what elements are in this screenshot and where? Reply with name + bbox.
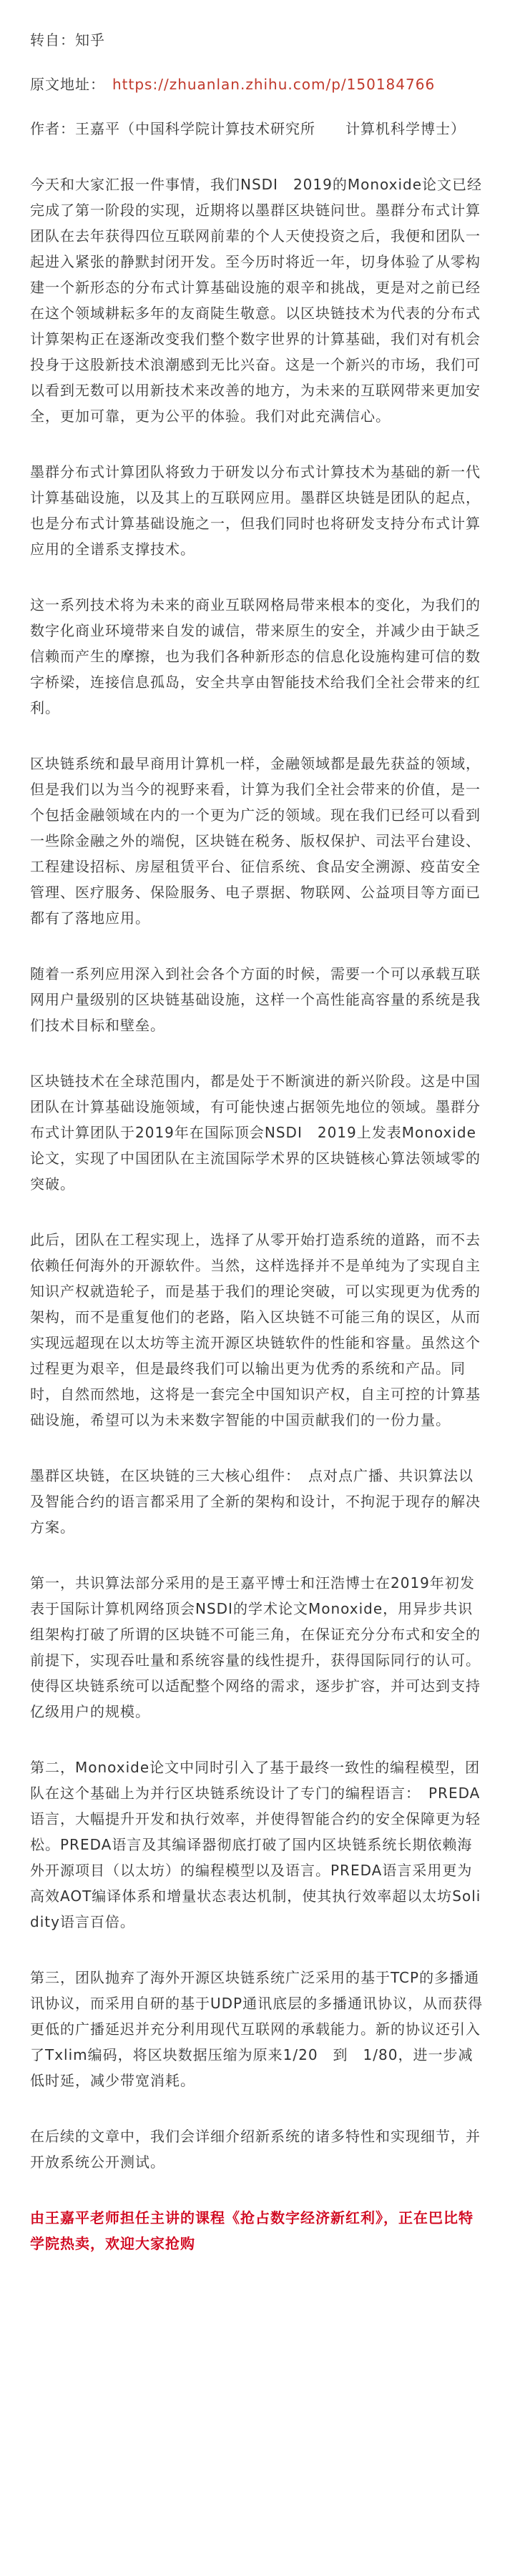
paragraph-networking: 第三，团队抛弃了海外开源区块链系统广泛采用的基于TCP的多播通讯协议，而采用自研的基于UDP通讯底层的多播通讯协议，从而获得更低的广播延迟并充分利用现代互联网的承载能力。新的协议还引入了Txlim编码，将区块数据压缩为原来1/20 到 1/80，进一步减低时延，减少带宽消耗。 — [30, 1969, 484, 2089]
repost-line — [30, 27, 485, 53]
paragraph-impact: 这一系列技术将为未来的商业互联网格局带来根本的变化，为我们的数字化商业环境带来自发的诚信，带来原生的安全，并减少由于缺乏信赖而产生的摩擦，也为我们各种新形态的信息化设施构建可信的数字桥梁，连接信息孤岛，安全共享由智能技术给我们全社会带来的红利。 — [30, 596, 481, 716]
paragraph-intro: 今天和大家汇报一件事情，我们NSDI 2019的Monoxide论文已经完成了第一阶段的实现，近期将以墨群区块链问世。墨群分布式计算团队在去年获得四位互联网前辈的个人天使投资之后，我便和团队一起进入紧张的静默封闭开发。至今历时将近一年，切身体验了从零构建一个新形态的分布式计算基础设施的艰辛和挑战，更是对之前已经在这个领域耕耘多年的友商陡生敬意。以区块链技术为代表的分布式计算架构正在逐渐改变我们整个数字世界的计算基础，我们对有机会投身于这股新技术浪潮感到无比兴奋。这是一个新兴的市场，我们可以看到无数可以用新技术来改善的地方，为未来的互联网带来更加安全，更加可靠，更为公平的体验。我们对此充满信心。 — [30, 176, 483, 425]
repost-label: 转自：知乎 — [30, 31, 105, 49]
author-name: 王嘉平（中国科学院计算技术研究所 计算机科学博士） — [75, 120, 466, 137]
paragraph-applications: 区块链系统和最早商用计算机一样，金融领域都是最先获益的领域，但是我们以为当今的视野来看，计算为我们全社会带来的价值，是一个包括金融领域在内的一个更为广泛的领域。现在我们已经可以看到一些除金融之外的端倪，区块链在税务、版权保护、司法平台建设、工程建设招标、房屋租赁平台、征信系统、食品安全溯源、疫苗安全管理、医疗服务、保险服务、电子票据、物联网、公益项目等方面已都有了落地应用。 — [30, 755, 481, 927]
source-label: 原文地址： — [30, 76, 105, 93]
paragraph-global-status: 区块链技术在全球范围内，都是处于不断演进的新兴阶段。这是中国团队在计算基础设施领域，有可能快速占据领先地位的领域。墨群分布式计算团队于2019年在国际顶会NSDI 2019上发表Monoxide论文，实现了中国团队在主流国际学术界的区块链核心算法领域零的突破。 — [30, 1072, 481, 1193]
author-line — [30, 116, 485, 142]
source-link[interactable]: https://zhuanlan.zhihu.com/p/150184766 — [112, 76, 436, 93]
author-label: 作者： — [30, 120, 75, 137]
source-line — [30, 71, 485, 97]
course-promo[interactable]: 由王嘉平老师担任主讲的课程《抢占数字经济新红利》，正在巴比特学院热卖，欢迎大家抢购 — [30, 2209, 474, 2252]
paragraph-language: 第二，Monoxide论文中同时引入了基于最终一致性的编程模型，团队在这个基础上为并行区块链系统设计了专门的编程语言： PREDA语言，大幅提升开发和执行效率，并使得智能合约的安全保障更为轻松。PREDA语言及其编译器彻底打破了国内区块链系统长期依赖海外开源项目（以太坊）的编程模型以及语言。PREDA语言采用更为高效AOT编译体系和增量状态表达机制，使其执行效率超以太坊Solidity语言百倍。 — [30, 1759, 481, 1930]
paragraph-team-mission: 墨群分布式计算团队将致力于研发以分布式计算技术为基础的新一代计算基础设施，以及其上的互联网应用。墨群区块链是团队的起点，也是分布式计算基础设施之一，但我们同时也将研发支持分布式计算应用的全谱系支撑技术。 — [30, 463, 481, 558]
paragraph-engineering: 此后，团队在工程实现上，选择了从零开始打造系统的道路，而不去依赖任何海外的开源软件。当然，这样选择并不是单纯为了实现自主知识产权就造轮子，而是基于我们的理论突破，可以实现更为优秀的架构，而不是重复他们的老路，陷入区块链不可能三角的误区，从而实现远超现在以太坊等主流开源区块链软件的性能和容量。虽然这个过程更为艰辛，但是最终我们可以输出更为优秀的系统和产品。同时，自然而然地，这将是一套完全中国知识产权，自主可控的计算基础设施，希望可以为未来数字智能的中国贡献我们的一份力量。 — [30, 1231, 481, 1428]
paragraph-consensus: 第一，共识算法部分采用的是王嘉平博士和汪浩博士在2019年初发表于国际计算机网络顶会NSDI的学术论文Monoxide，用异步共识组架构打破了所谓的区块链不可能三角，在保证充分分布式和安全的前提下，实现吞吐量和系统容量的线性提升，获得国际同行的认可。使得区块链系统可以适配整个网络的需求，逐步扩容，并可达到支持亿级用户的规模。 — [30, 1574, 481, 1720]
paragraph-capacity: 随着一系列应用深入到社会各个方面的时候，需要一个可以承载互联网用户量级别的区块链基础设施，这样一个高性能高容量的系统是我们技术目标和壁垒。 — [30, 965, 481, 1034]
paragraph-followup: 在后续的文章中，我们会详细介绍新系统的诸多特性和实现细节，并开放系统公开测试。 — [30, 2128, 481, 2171]
paragraph-core-components: 墨群区块链，在区块链的三大核心组件： 点对点广播、共识算法以及智能合约的语言都采用了全新的架构和设计，不拘泥于现存的解决方案。 — [30, 1467, 481, 1536]
